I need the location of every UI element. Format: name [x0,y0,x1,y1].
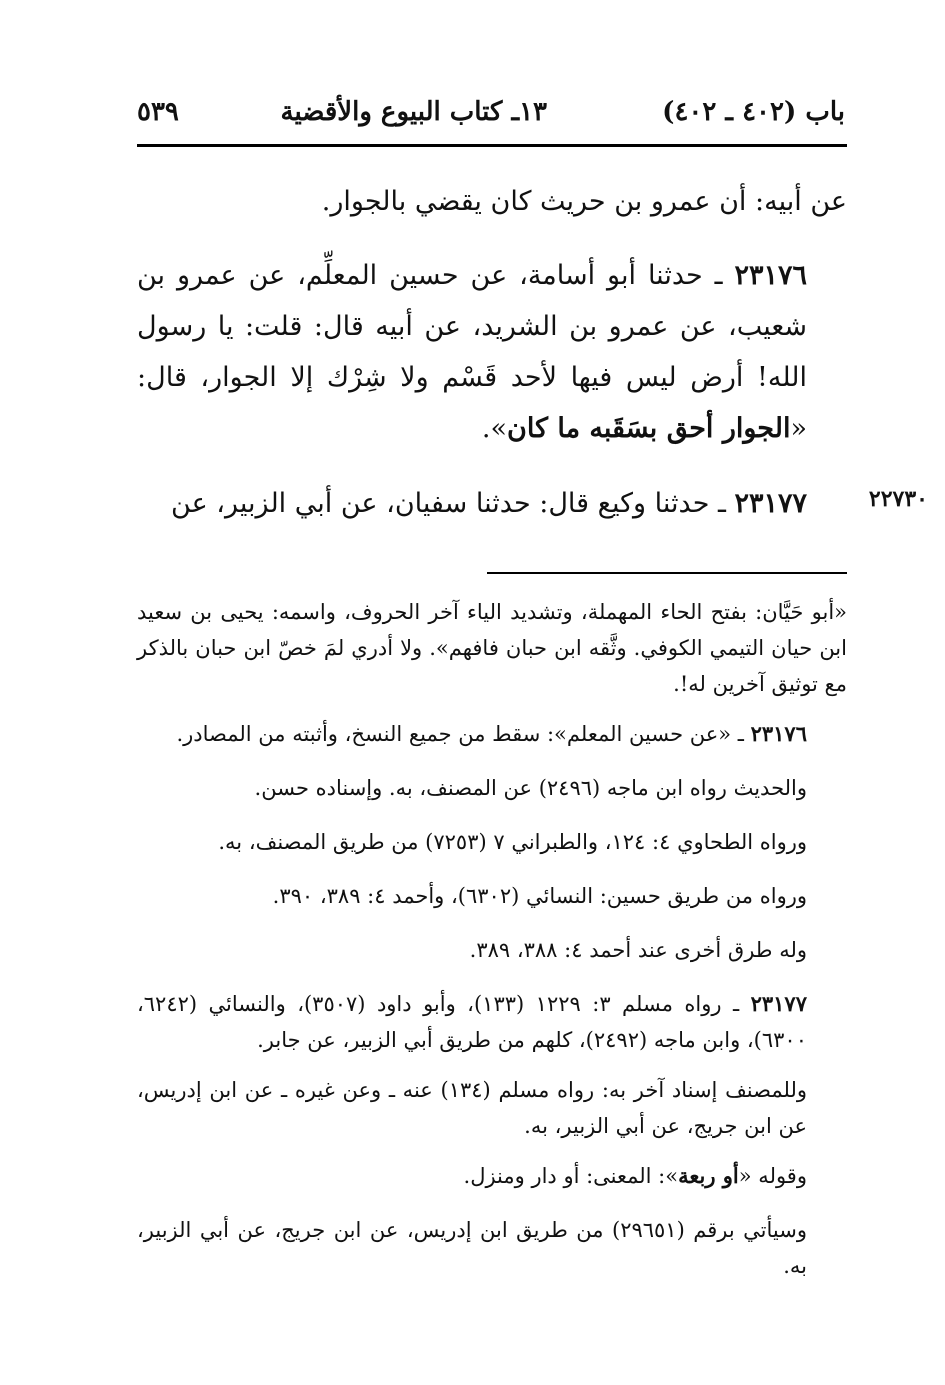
footnote-23176: ٢٣١٧٦ ـ «عن حسين المعلم»: سقط من جميع النسخ، وأثبته من المصادر. [176,721,807,746]
footnote-line: وسيأتي برقم (٢٩٦٥١) من طريق ابن إدريس، عن ابن جريج، عن أبي الزبير، به. [137,1218,807,1278]
page-number: ٥٣٩ [137,97,179,127]
main-line-1 [137,176,847,227]
hadith-text: ـ حدثنا وكيع قال: حدثنا سفيان، عن أبي الزبير، عن [171,488,735,519]
footnote-number: ٢٣١٧٦ [750,721,807,746]
hadith-quote: الجوار أحق بسَقَبه ما كان [507,413,791,444]
margin-reference: ٢٢٧٣٠ [868,486,928,512]
hadith-23177 [137,478,847,529]
footnote-line: ورواه الطحاوي ٤: ١٢٤، والطبراني ٧ (٧٢٥٣) من طريق المصنف، به. [218,830,807,854]
hadith-number: ٢٣١٧٦ [734,260,807,291]
header-rule [137,144,847,147]
hadith-number: ٢٣١٧٧ [734,488,807,519]
footnote-number: ٢٣١٧٧ [750,991,807,1016]
hadith-quote-close: ». [481,413,508,444]
footnote-line: ورواه من طريق حسين: النسائي (٦٣٠٢)، وأحمد ٤: ٣٨٩، ٣٩٠. [272,884,807,908]
footnote-line: وله طرق أخرى عند أحمد ٤: ٣٨٨، ٣٨٩. [469,938,807,962]
footnote-line: والحديث رواه ابن ماجه (٢٤٩٦) عن المصنف، به. وإسناده حسن. [254,776,807,800]
footnote-line: وقوله «أو ربعة»: المعنى: أو دار ومنزل. [463,1163,807,1188]
hadith-23176 [137,250,847,454]
chapter-heading: باب (٤٠٢ ـ ٤٠٢) [662,97,845,127]
footnote-abu-hayyan: «أبو حَيَّان: بفتح الحاء المهملة، وتشديد الياء آخر الحروف، واسمه: يحيى بن سعيد ابن حيان التيمي الكوفي. وثَّقه ابن حبان فافهم». ولا أدري لمَ خصّ ابن حبان بالذكر مع توثيق آخرين له!. [137,600,847,696]
hadith-continuation: عن أبيه: أن عمرو بن حريث كان يقضي بالجوار. [321,186,847,217]
footnote-line: وللمصنف إسناد آخر به: رواه مسلم (١٣٤) عنه ـ وعن غيره ـ عن ابن إدريس، عن ابن جريج، عن أبي الزبير، به. [137,1078,807,1138]
footnote-23177: ٢٣١٧٧ ـ رواه مسلم ٣: ١٢٢٩ (١٣٣)، وأبو داود (٣٥٠٧)، والنسائي (٦٢٤٢، ٦٣٠٠)، وابن ماجه (٢٤٩٢)، كلهم من طريق أبي الزبير، عن جابر. [137,991,807,1052]
footnote-rule [487,572,847,574]
hadith-text: ـ حدثنا أبو أسامة، عن حسين المعلِّم، عن عمرو بن شعيب، عن عمرو بن الشريد، عن أبيه قال: قلت: يا رسول الله! أرض ليس فيها لأحد قَسْم ولا شِرْك إلا الجوار، قال: « [137,260,807,444]
book-title: ١٣ـ كتاب البيوع والأقضية [280,97,547,127]
footnotes [137,594,847,1284]
